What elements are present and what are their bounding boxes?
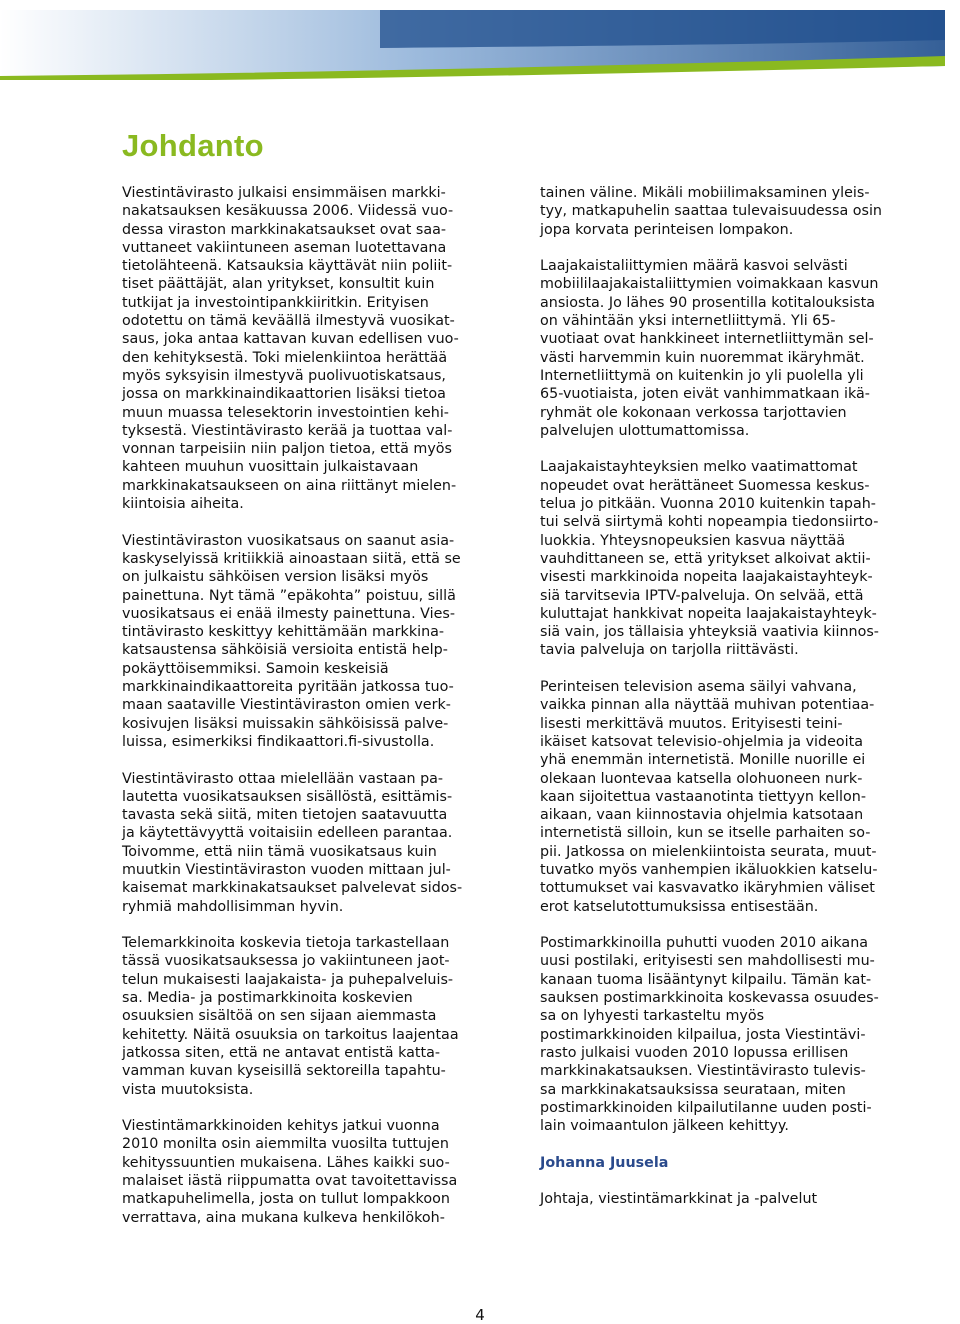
paragraph: Postimarkkinoilla puhutti vuoden 2010 aikana uusi postilaki, erityisesti sen mahdollisesti mu- kanaan tuoma lisääntynyt kilpailu. Tämän kat- sauksen postimarkkinoita koskevassa osuudes- sa on lyhyesti tarkasteltu myös postimarkkinoiden kilpailua, josta Viestintävi- rasto julkaisi vuoden 2010 lopussa erillisen markkinakatsauksen. Viestintävirasto tulevis- sa markkinakatsauksissa seurataan, miten postimarkkinoiden kilpailutilanne uuden posti- lain voimaantulon jälkeen kehittyy.: [540, 935, 879, 1135]
paragraph: Laajakaistaliittymien määrä kasvoi selvästi mobiililaajakaistaliittymien voimakkaan kasvun ansiosta. Jo lähes 90 prosentilla kotitalouksista on vähintään yksi internetliittymä. Yli 65- vuotiaat ovat hankkineet internetliittymän sel- västi harvemmin kuin nuoremmat ikäryhmät. Internetliittymä on kuitenkin jo yli puolella yli 65-vuotiaista, joten eivät vanhimmatkaan ikä- ryhmät ole kokonaan verkossa tarjottavien palvelujen ulottumattomissa.: [540, 258, 879, 439]
paragraph: Laajakaistayhteyksien melko vaatimattomat nopeudet ovat herättäneet Suomessa keskus- telua jo pitkään. Vuonna 2010 kuitenkin tapah- tui selvä siirtymä kohti nopeampia tiedonsiirto- luokkia. Yhteysnopeuksien kasvua näyttää vauhdittaneen se, että yritykset alkoivat aktii- visesti markkinoida nopeita laajakaistayhteyk- siä tarvitsevia IPTV-palveluja. On selvää, että kuluttajat hankkivat nopeita laajakaistayhteyk- siä vain, jos tällaisia yhteyksiä vaativia kiinnos- tavia palveluja on tarjolla riittävästi.: [540, 459, 879, 659]
left-column: [122, 184, 484, 1245]
right-column: [540, 184, 900, 1227]
paragraph: Telemarkkinoita koskevia tietoja tarkastellaan tässä vuosikatsauksessa jo vakiintuneen jaot- telun mukaisesti laajakaista- ja puhepalveluis- sa. Media- ja postimarkkinoita koskevien osuuksien sisältöä on sen sijaan aiemmasta kehitetty. Näitä osuuksia on tarkoitus laajentaa jatkossa siten, että ne antavat entistä katta- vamman kuvan kyseisillä sektoreilla tapahtu- vista muutoksista.: [122, 935, 459, 1098]
paragraph: Viestintämarkkinoiden kehitys jatkui vuonna 2010 monilta osin aiemmilta vuosilta tuttujen kehityssuuntien mukaisena. Lähes kaikki suo- malaiset iästä riippumatta ovat tavoitettavissa matkapuhelimella, josta on tullut lompakkoon verrattava, aina mukana kulkeva henkilökoh-: [122, 1118, 458, 1226]
paragraph: Viestintävirasto julkaisi ensimmäisen markki- nakatsauksen kesäkuussa 2006. Viidessä vuo- dessa viraston markkinakatsaukset ovat saa- vuttaneet vakiintuneen aseman luotettavana tietolähteenä. Katsauksia käyttävät niin poliit- tiset päättäjät, alan yritykset, konsultit kuin tutkijat ja investointipankkiiritkin. Erityisen odotettu on tämä keväällä ilmestyvä vuosikat- saus, joka antaa kattavan kuvan edellisen vuo- den kehityksestä. Toki mielenkiintoa herättää myös syksyisin ilmestyvä puolivuotiskatsaus, jossa on markkinaindikaattorien lisäksi tietoa muun muassa telesektorin investointien kehi- tyksestä. Viestintävirasto kerää ja tuottaa val- vonnan tarpeisiin niin paljon tietoa, että myös kahteen muuhun vuosittain julkaistavaan markkinakatsaukseen on aina riittänyt mielen- kiintoisia aiheita.: [122, 185, 459, 513]
paragraph: Perinteisen television asema säilyi vahvana, vaikka pinnan alla näyttää muhivan potentiaa- lisesti merkittävä muutos. Erityisesti teini- ikäiset katsovat televisio-ohjelmia ja videoita yhä enemmän internetistä. Monille nuorille ei olekaan luontevaa katsella olohuoneen nurk- kaan sijoitettua vastaanotinta tiettyyn kellon- aikaan, vaan kiinnostavia ohjelmia katsotaan internetistä silloin, kun se itselle parhaiten so- pii. Jatkossa on mielenkiintoista seurata, muut- tuvatko myös vanhempien ikäluokkien katselu- tottumukset vai kasvavatko ikäryhmien väliset erot katselutottumuksissa entisestään.: [540, 679, 878, 915]
signature-name: Johanna Juusela: [540, 1154, 669, 1171]
page-title: Johdanto: [122, 128, 264, 163]
page-number: 4: [475, 1306, 485, 1324]
signature-role: Johtaja, viestintämarkkinat ja -palvelut: [540, 1191, 818, 1208]
header-banner: [0, 0, 960, 80]
paragraph: tainen väline. Mikäli mobiilimaksaminen yleis- tyy, matkapuhelin saattaa tulevaisuudessa osin jopa korvata perinteisen lompakon.: [540, 185, 882, 238]
paragraph: Viestintävirasto ottaa mielellään vastaan pa- lautetta vuosikatsauksen sisällöstä, esittämis- tavasta sekä siitä, miten tietojen saatavuutta ja käytettävyyttä voitaisiin edelleen parantaa. Toivomme, että niin tämä vuosikatsaus kuin muutkin Viestintäviraston vuoden mittaan jul- kaisemat markkinakatsaukset palvelevat sidos- ryhmiä mahdollisimman hyvin.: [122, 770, 463, 915]
paragraph: Viestintäviraston vuosikatsaus on saanut asia- kaskyselyissä kritiikkiä ainoastaan siitä, että se on julkaistu sähköisen version lisäksi myös painettuna. Nyt tämä ”epäkohta” poistuu, sillä vuosikatsaus ei enää ilmesty painettuna. Vies- tintävirasto keskittyy kehittämään markkina- katsaustensa sähköisiä versioita entistä help- pokäyttöisemmiksi. Samoin keskeisiä markkinaindikaattoreita pyritään jatkossa tuo- maan saataville Viestintäviraston omien verk- kosivujen lisäksi muissakin sähköisissä palve- luissa, esimerkiksi findikaattori.fi-sivustolla.: [122, 532, 461, 750]
